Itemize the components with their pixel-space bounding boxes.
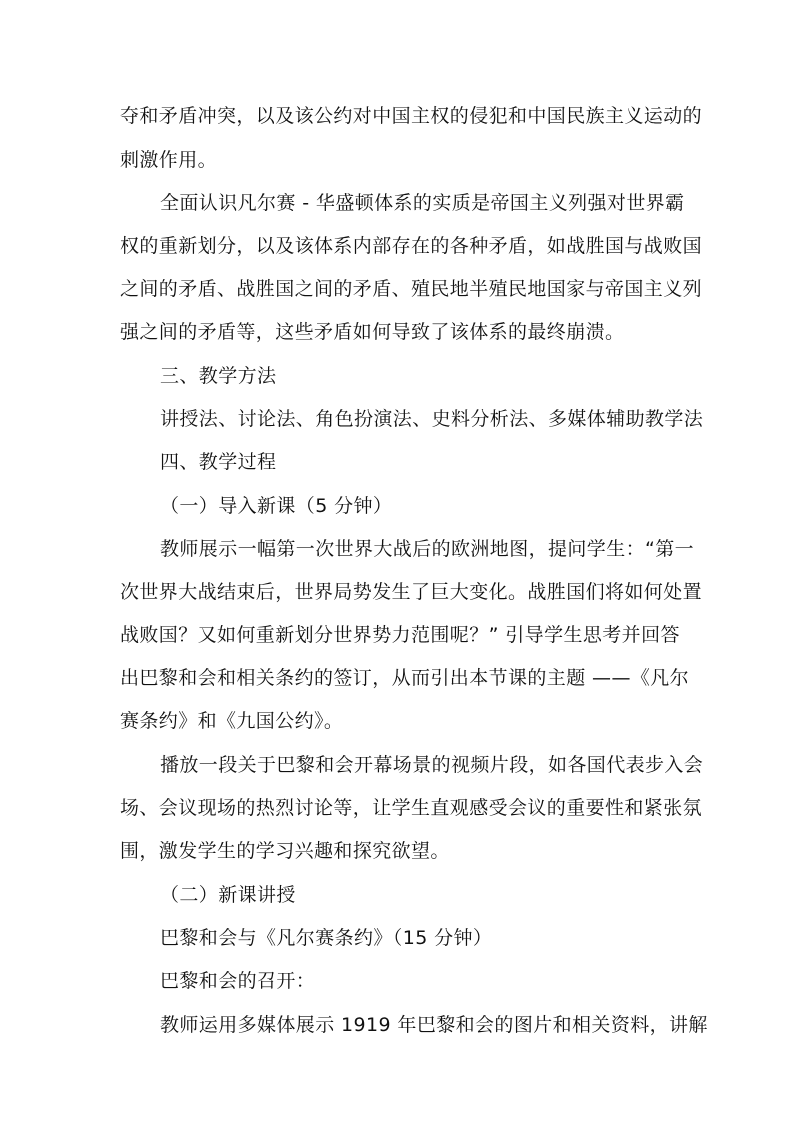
paragraph-first-line: 全面认识凡尔赛 - 华盛顿体系的实质是帝国主义列强对世界霸 xyxy=(160,192,685,214)
text-line: 夺和矛盾冲突，以及该公约对中国主权的侵犯和中国民族主义运动的 xyxy=(120,105,703,127)
paragraph-first-line: 教师展示一幅第一次世界大战后的欧洲地图，提问学生：“第一 xyxy=(160,538,695,560)
text-line: 赛条约》和《九国公约》。 xyxy=(120,710,344,732)
topic-heading: 巴黎和会与《凡尔赛条约》（15 分钟） xyxy=(160,927,493,949)
text-line: 刺激作用。 xyxy=(120,149,218,171)
topic-subheading: 巴黎和会的召开： xyxy=(160,970,316,992)
text-line: 出巴黎和会和相关条约的签订，从而引出本节课的主题 ——《凡尔 xyxy=(120,667,690,689)
paragraph-first-line: 讲授法、讨论法、角色扮演法、史料分析法、多媒体辅助教学法 xyxy=(160,408,704,430)
subsection-heading: （二）新课讲授 xyxy=(160,884,296,906)
paragraph-first-line: 播放一段关于巴黎和会开幕场景的视频片段，如各国代表步入会 xyxy=(160,754,704,776)
paragraph-first-line: 教师运用多媒体展示 1919 年巴黎和会的图片和相关资料，讲解 xyxy=(160,1014,708,1036)
subsection-heading: （一）导入新课（5 分钟） xyxy=(160,495,393,517)
text-line: 围，激发学生的学习兴趣和探究欲望。 xyxy=(120,840,450,862)
section-heading: 三、教学方法 xyxy=(160,365,277,387)
text-line: 战败国？又如何重新划分世界势力范围呢？” 引导学生思考并回答 xyxy=(120,624,680,646)
text-line: 权的重新划分，以及该体系内部存在的各种矛盾，如战胜国与战败国 xyxy=(120,235,703,257)
section-heading: 四、教学过程 xyxy=(160,451,277,473)
text-line: 之间的矛盾、战胜国之间的矛盾、殖民地半殖民地国家与帝国主义列 xyxy=(120,278,703,300)
text-line: 强之间的矛盾等，这些矛盾如何导致了该体系的最终崩溃。 xyxy=(120,321,625,343)
text-line: 场、会议现场的热烈讨论等，让学生直观感受会议的重要性和紧张氛 xyxy=(120,797,703,819)
text-line: 次世界大战结束后，世界局势发生了巨大变化。战胜国们将如何处置 xyxy=(120,581,703,603)
